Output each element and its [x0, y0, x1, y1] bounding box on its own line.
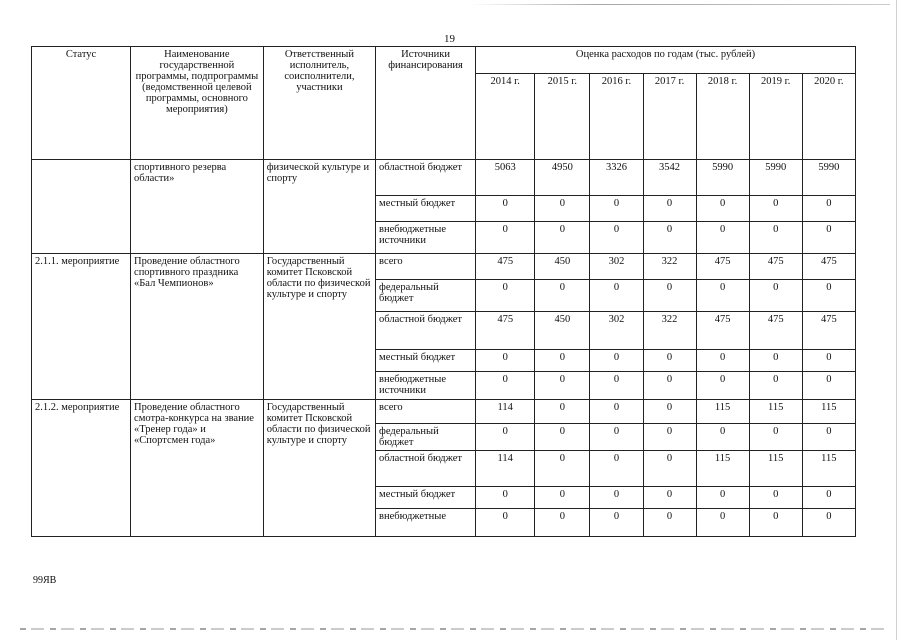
table-row: [32, 400, 856, 424]
cell-value: 475: [476, 254, 535, 280]
cell-value: 0: [749, 509, 802, 537]
cell-value: 0: [643, 424, 696, 451]
table-body: [32, 160, 856, 537]
row-source: всего: [376, 400, 476, 424]
row-status: 2.1.2. мероприятие: [32, 400, 131, 537]
cell-value: 0: [802, 222, 855, 254]
cell-value: 322: [643, 312, 696, 350]
table-header: [32, 47, 856, 160]
cell-value: 3326: [590, 160, 643, 196]
cell-value: 0: [749, 487, 802, 509]
cell-value: 0: [802, 509, 855, 537]
header-year: 2016 г.: [590, 74, 643, 160]
cell-value: 0: [535, 350, 590, 372]
cell-value: 475: [749, 312, 802, 350]
cell-value: 0: [476, 222, 535, 254]
cell-value: 115: [802, 400, 855, 424]
cell-value: 0: [643, 487, 696, 509]
row-source: внебюджетные источники: [376, 222, 476, 254]
row-responsible: Государственный комитет Псковской области по физической культуре и спорту: [263, 400, 375, 537]
row-source: областной бюджет: [376, 312, 476, 350]
row-source: федеральный бюджет: [376, 424, 476, 451]
cell-value: 0: [749, 196, 802, 222]
cell-value: 0: [535, 509, 590, 537]
row-status: 2.1.1. мероприятие: [32, 254, 131, 400]
cell-value: 0: [590, 222, 643, 254]
cell-value: 0: [696, 350, 749, 372]
header-year: 2020 г.: [802, 74, 855, 160]
cell-value: 0: [535, 222, 590, 254]
row-source: всего: [376, 254, 476, 280]
cell-value: 0: [535, 400, 590, 424]
row-source: областной бюджет: [376, 160, 476, 196]
cell-value: 322: [643, 254, 696, 280]
cell-value: 0: [749, 372, 802, 400]
header-costs: Оценка расходов по годам (тыс. рублей): [476, 47, 856, 74]
cell-value: 475: [802, 254, 855, 280]
row-name: Проведение областного спортивного праздника «Бал Чемпионов»: [131, 254, 264, 400]
scan-artifact-bottom: [20, 628, 890, 630]
header-name: Наименование государственной программы, подпрограммы (ведомственной целевой программы, основного мероприятия): [131, 47, 264, 160]
page-number: 19: [444, 33, 455, 45]
cell-value: 450: [535, 312, 590, 350]
header-status: Статус: [32, 47, 131, 160]
row-name: Проведение областного смотра-конкурса на звание «Тренер года» и «Спортсмен года»: [131, 400, 264, 537]
cell-value: 0: [802, 424, 855, 451]
row-source: внебюджетные источники: [376, 372, 476, 400]
cell-value: 0: [749, 350, 802, 372]
cell-value: 450: [535, 254, 590, 280]
cell-value: 0: [802, 196, 855, 222]
cell-value: 302: [590, 312, 643, 350]
scan-artifact-edge: [896, 0, 897, 640]
cell-value: 0: [696, 280, 749, 312]
cell-value: 0: [643, 509, 696, 537]
cell-value: 3542: [643, 160, 696, 196]
header-responsible: Ответственный исполнитель, соисполнители, участники: [263, 47, 375, 160]
cell-value: 0: [535, 451, 590, 487]
row-name: спортивного резерва области»: [131, 160, 264, 254]
row-source: внебюджетные: [376, 509, 476, 537]
row-source: местный бюджет: [376, 196, 476, 222]
header-year: 2019 г.: [749, 74, 802, 160]
footer-code: 99ЯВ: [33, 575, 57, 586]
cell-value: 0: [476, 509, 535, 537]
cell-value: 0: [643, 196, 696, 222]
cell-value: 0: [535, 487, 590, 509]
cell-value: 0: [749, 222, 802, 254]
budget-table: [31, 46, 856, 537]
row-status: [32, 160, 131, 254]
cell-value: 115: [749, 400, 802, 424]
cell-value: 0: [643, 222, 696, 254]
row-source: областной бюджет: [376, 451, 476, 487]
cell-value: 475: [749, 254, 802, 280]
cell-value: 0: [643, 400, 696, 424]
row-source: местный бюджет: [376, 487, 476, 509]
header-year: 2017 г.: [643, 74, 696, 160]
scan-artifact-top: [470, 4, 890, 5]
cell-value: 0: [696, 509, 749, 537]
cell-value: 0: [535, 280, 590, 312]
cell-value: 0: [590, 451, 643, 487]
header-year: 2014 г.: [476, 74, 535, 160]
cell-value: 0: [476, 487, 535, 509]
cell-value: 0: [590, 350, 643, 372]
table-row: [32, 160, 856, 196]
cell-value: 5063: [476, 160, 535, 196]
cell-value: 0: [696, 372, 749, 400]
cell-value: 0: [476, 372, 535, 400]
row-source: местный бюджет: [376, 350, 476, 372]
table-row: [32, 254, 856, 280]
cell-value: 0: [802, 372, 855, 400]
cell-value: 0: [802, 280, 855, 312]
cell-value: 0: [696, 222, 749, 254]
cell-value: 0: [643, 451, 696, 487]
cell-value: 0: [476, 424, 535, 451]
row-source: федеральный бюджет: [376, 280, 476, 312]
cell-value: 0: [643, 350, 696, 372]
cell-value: 0: [696, 424, 749, 451]
cell-value: 0: [643, 372, 696, 400]
cell-value: 0: [590, 424, 643, 451]
cell-value: 475: [802, 312, 855, 350]
cell-value: 0: [535, 372, 590, 400]
cell-value: 302: [590, 254, 643, 280]
cell-value: 114: [476, 451, 535, 487]
cell-value: 0: [535, 424, 590, 451]
cell-value: 5990: [802, 160, 855, 196]
header-year: 2018 г.: [696, 74, 749, 160]
cell-value: 115: [749, 451, 802, 487]
cell-value: 0: [590, 280, 643, 312]
cell-value: 0: [749, 280, 802, 312]
cell-value: 0: [476, 280, 535, 312]
cell-value: 0: [590, 372, 643, 400]
cell-value: 5990: [696, 160, 749, 196]
cell-value: 0: [590, 400, 643, 424]
cell-value: 4950: [535, 160, 590, 196]
cell-value: 0: [590, 509, 643, 537]
cell-value: 475: [696, 254, 749, 280]
cell-value: 0: [802, 350, 855, 372]
cell-value: 0: [590, 196, 643, 222]
cell-value: 115: [802, 451, 855, 487]
cell-value: 0: [535, 196, 590, 222]
header-year: 2015 г.: [535, 74, 590, 160]
cell-value: 114: [476, 400, 535, 424]
cell-value: 475: [696, 312, 749, 350]
cell-value: 0: [749, 424, 802, 451]
cell-value: 475: [476, 312, 535, 350]
cell-value: 0: [802, 487, 855, 509]
row-responsible: физической культуре и спорту: [263, 160, 375, 254]
cell-value: 0: [476, 196, 535, 222]
row-responsible: Государственный комитет Псковской области по физической культуре и спорту: [263, 254, 375, 400]
cell-value: 0: [590, 487, 643, 509]
cell-value: 0: [696, 487, 749, 509]
cell-value: 0: [643, 280, 696, 312]
cell-value: 115: [696, 400, 749, 424]
cell-value: 0: [476, 350, 535, 372]
header-sources: Источники финансирования: [376, 47, 476, 160]
cell-value: 115: [696, 451, 749, 487]
cell-value: 5990: [749, 160, 802, 196]
cell-value: 0: [696, 196, 749, 222]
